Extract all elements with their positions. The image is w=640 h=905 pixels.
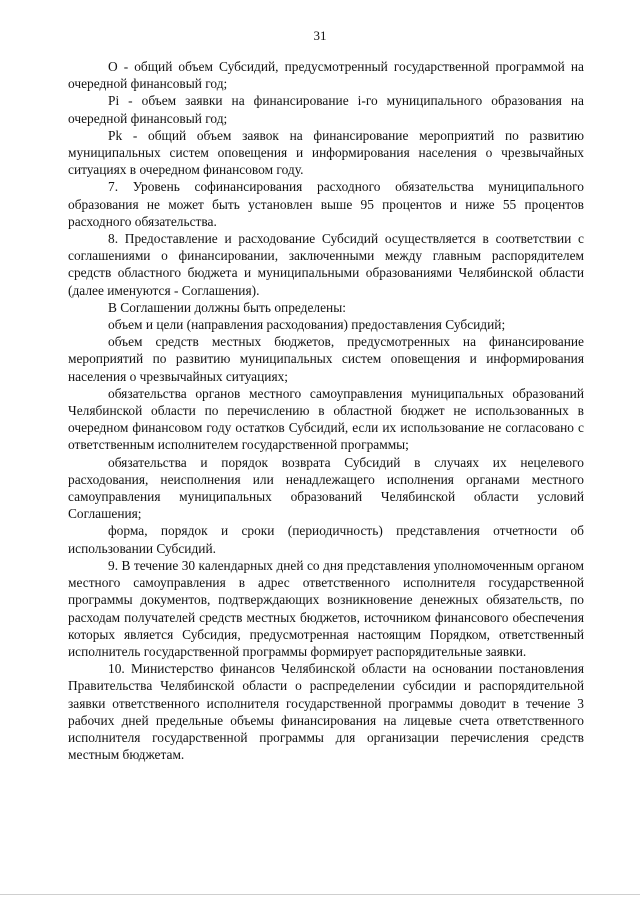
paragraph-agreement-intro: В Соглашении должны быть определены: (108, 299, 346, 315)
paragraph-7: 7. Уровень софинансирования расходного обязательства муниципального образования не может быть установлен выше 95 процентов и ниже 55 процентов расходного обязательства. (68, 179, 584, 229)
list-item-volume-and-purpose: объем и цели (направления расходования) предоставления Субсидий; (108, 317, 506, 333)
list-item-obligations-transfer: обязательства органов местного самоуправления муниципальных образований Челябинской области по перечислению в областной бюджет не использованных в очередном финансовом году остатков Субсидий, если их использование не согласовано с ответственным исполнителем государственной программы; (68, 385, 584, 453)
paragraph-pk-definition: Pk - общий объем заявок на финансирование мероприятий по развитию муниципальных систем оповещения и информирования населения о чрезвычайных ситуациях в очередном финансовом году. (68, 127, 584, 178)
bottom-divider (0, 894, 640, 895)
list-item-local-budget-funds: объем средств местных бюджетов, предусмотренных на финансирование мероприятий по развитию муниципальных систем оповещения и информирования населения о чрезвычайных ситуациях; (68, 334, 584, 384)
list-item-obligations-return: обязательства и порядок возврата Субсидий в случаях их нецелевого расходования, неисполнения или ненадлежащего исполнения органами местного самоуправления муниципальных образований Челябинской области условий Соглашения; (68, 454, 584, 522)
page-number: 31 (313, 28, 327, 43)
document-body (68, 58, 584, 763)
paragraph-10: 10. Министерство финансов Челябинской области на основании постановления Правительства Челябинской области о распределении субсидии и распорядительной заявки ответственного исполнителя государственной программы доводит в течение 3 рабочих дней предельные объемы финансирования на лицевые счета ответственного исполнителя государственной программы для организации перечисления средств местным бюджетам. (68, 661, 584, 763)
paragraph-pi-definition: Pi - объем заявки на финансирование i-го муниципального образования на очередной финансовый год; (68, 93, 584, 126)
paragraph-8: 8. Предоставление и расходование Субсидий осуществляется в соответствии с соглашениями о финансировании, заключенными между главным распорядителем средств областного бюджета и муниципальными образованиями Челябинской области (далее именуются - Соглашения). (68, 231, 584, 298)
list-item-reporting: форма, порядок и сроки (периодичность) представления отчетности об использовании Субсидий. (68, 523, 584, 556)
paragraph-9: 9. В течение 30 календарных дней со дня представления уполномоченным органом местного самоуправления в адрес ответственного исполнителя государственной программы документов, подтверждающих возникновение денежных обязательств, по расходам получателей средств местных бюджетов, источником финансового обеспечения которых является Субсидия, предусмотренная настоящим Порядком, ответственный исполнитель государственной программы формирует распорядительные заявки. (68, 557, 584, 659)
paragraph-o-definition: О - общий объем Субсидий, предусмотренный государственной программой на очередной финансовый год; (68, 59, 584, 92)
